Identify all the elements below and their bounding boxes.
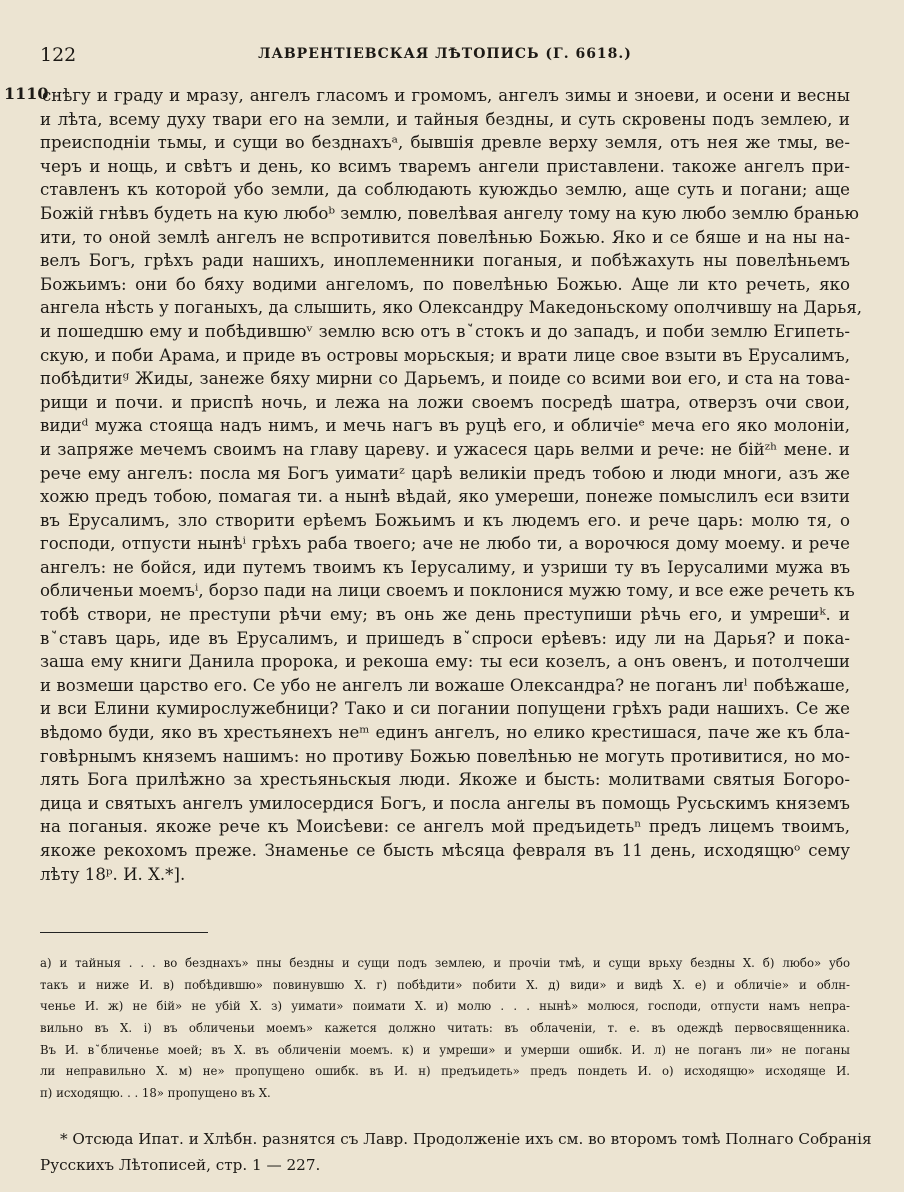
text-line: ставленъ къ которой убо земли, да соблюдають куюждьо землю, аще суть и погани; аще <box>40 180 850 200</box>
footnote-line: ли неправильно Х. м) не» пропущено ошибк. въ И. н) предъидеть» предъ пондеть И. о) исходящю» исходяще И. <box>40 1064 850 1079</box>
text-line: хожю предъ тобою, помагая ти. а нынѣ вѣдай, яко умереши, понеже помыслилъ еси взити <box>40 487 850 507</box>
main-text <box>4 84 863 886</box>
text-line: тобѣ створи, не преступи рѣчи ему; въ онь же день преступиши рѣчь его, и умрешиᵏ. и <box>40 605 850 625</box>
text-line: видиᵈ мужа стояща надъ нимъ, и мечь нагъ въ руцѣ его, и обличіеᵉ меча его яко молоніи, <box>40 416 850 436</box>
footnote-line: а) и тайныя . . . во безднахъ» пны бездны и сущи подъ землею, и прочіи тмѣ, и сущи врьху бездны Х. б) любо» убо <box>40 956 850 971</box>
text-line: рече ему ангелъ: посла мя Богъ уиматиᶻ царѣ великіи предъ тобою и люди многи, азъ же <box>40 463 850 483</box>
text-line: и пошедшю ему и побѣдившюᵛ землю всю отъ вꙿстокъ и до западъ, и поби землю Египеть- <box>40 321 850 341</box>
page-number: 122 <box>40 44 77 66</box>
text-line: дица и святыхъ ангелъ умилосердися Богъ, и посла ангелы въ помощь Русьскимъ княземъ <box>40 793 850 813</box>
text-line: и возмеши царство его. Се убо не ангелъ ли вожаше Олександра? не поганъ лиˡ побѣжаше, <box>40 675 850 695</box>
text-line: преисподніи тьмы, и сущи во безднахъᵃ, бывшія древле верху земля, отъ нея же тмы, ве- <box>40 133 850 153</box>
year-marginal-number: 1110 <box>4 84 49 103</box>
footnote-separator <box>40 932 208 933</box>
text-line: Божій гнѣвъ будеть на кую любоᵇ землю, повелѣвая ангелу тому на кую любо землю бранью <box>40 203 859 223</box>
footnote-line: такъ и ниже И. в) побѣдившю» повинувшю Х. г) побѣдити» побити Х. д) види» и видѣ Х. е) и обличіе» и облн- <box>40 977 850 992</box>
footnotes <box>40 953 850 1104</box>
text-line: говѣрнымъ княземъ нашимъ: но противу Божью повелѣнью не могуть противитися, но мо- <box>40 746 850 766</box>
text-line: на поганыя. якоже рече къ Моисѣеви: се ангелъ мой предъидетьⁿ предъ лицемъ твоимъ, <box>40 817 850 837</box>
text-line: въ Ерусалимъ, зло створити ерѣемъ Божьимъ и къ людемъ его. и рече царь: молю тя, о <box>40 510 850 530</box>
text-line: вꙿставъ царь, иде въ Ерусалимъ, и пришедъ вꙿспроси ерѣевъ: иду ли на Дарья? и пока- <box>40 628 850 648</box>
text-line: заша ему книги Данила пророка, и рекоша ему: ты еси козелъ, а онъ овенъ, и потолчеши <box>40 652 850 672</box>
text-line: обличеньи моемъⁱ, борзо пади на лици своемъ и поклонися мужю тому, и все еже речеть къ <box>40 581 855 601</box>
text-line: ангелъ: не бойся, иди путемъ твоимъ къ Іерусалиму, и узриши ту въ Іерусалими мужа въ <box>40 557 850 577</box>
text-line: и лѣта, всему духу твари его на земли, и тайныя бездны, и суть скровены подъ землею, и <box>40 109 850 129</box>
note-line: * Отсюда Ипат. и Хлѣбн. разнятся съ Лавр. Продолженіе ихъ см. во второмъ томѣ Полнаго Собранія <box>60 1130 872 1149</box>
editorial-note <box>40 1126 872 1178</box>
footnote-line: ченье И. ж) не бій» не убій Х. з) уимати» поимати Х. и) молю . . . нынѣ» молюся, господи, отпусти намъ непра- <box>40 999 850 1014</box>
footnote-line: вильно въ Х. і) въ обличеньи моемъ» кажется должно читать: въ облаченіи, т. е. въ одеждѣ первосвященника. <box>40 1020 850 1035</box>
page-header <box>40 44 850 72</box>
text-line: черъ и нощь, и свѣтъ и день, ко всимъ тваремъ ангели приставлени. такоже ангелъ при- <box>40 156 850 176</box>
text-line: снѣгу и граду и мразу, ангелъ гласомъ и громомъ, ангелъ зимы и зноеви, и осени и весны <box>42 86 850 105</box>
text-line: господи, отпусти нынѣⁱ грѣхъ раба твоего; аче не любо ти, а ворочюся дому моему. и рече <box>40 534 850 554</box>
text-line: и запряже мечемъ своимъ на главу цареву. и ужасеся царь велми и рече: не бійᶻʰ мене. и <box>40 439 850 459</box>
footnote-line: Въ И. вꙿбличенье моей; въ Х. въ обличеніи моемъ. к) и умреши» и умерши ошибк. И. л) не поганъ ли» не поганы <box>40 1042 850 1057</box>
text-line: ити, то оной землѣ ангелъ не вспротивится повелѣнью Божью. Яко и се бяше и на ны на- <box>40 227 850 247</box>
text-line: и вси Елини кумирослужебници? Тако и си погании попущени грѣхъ ради нашихъ. Се же <box>40 699 850 719</box>
text-line: скую, и поби Арама, и приде въ островы морьскыя; и врати лице свое взыти въ Ерусалимъ, <box>40 345 850 365</box>
text-line: рищи и почи. и приспѣ ночь, и лежа на ложи своемъ посредѣ шатра, отверзъ очи свои, <box>40 392 850 412</box>
text-line: Божьимъ: они бо бяху водими ангеломъ, по повелѣнью Божью. Аще ли кто речеть, яко <box>40 274 850 294</box>
footnote-line: п) исходящю. . . 18» пропущено въ Х. <box>40 1085 271 1100</box>
text-line: лѣту 18ᵖ. И. Х.*]. <box>40 864 186 884</box>
note-line: Русскихъ Лѣтописей, стр. 1 — 227. <box>40 1156 321 1175</box>
text-line: якоже рекохомъ преже. Знаменье се бысть мѣсяца февраля въ 11 день, исходящюᵒ сему <box>40 841 850 860</box>
text-line: велъ Богъ, грѣхъ ради нашихъ, иноплеменники поганыя, и побѣжахуть ны повелѣньемъ <box>40 251 850 271</box>
text-line: вѣдомо буди, яко въ хрестьянехъ неᵐ единъ ангелъ, но елико крестишася, паче же къ бла- <box>40 723 850 743</box>
running-title: ЛАВРЕНТІЕВСКАЯ ЛѢТОПИСЬ (Г. 6618.) <box>258 46 632 62</box>
text-line: ангела нѣсть у поганыхъ, да слышить, яко Олександру Македоньскому ополчившу на Дарья, <box>40 298 863 318</box>
text-line: побѣдитиᵍ Жиды, занеже бяху мирни со Дарьемъ, и поиде со всими вои его, и ста на това- <box>40 369 850 389</box>
text-line: лять Бога прилѣжно за хрестьяньскыя люди. Якоже и бысть: молитвами святыя Богоро- <box>40 770 850 790</box>
